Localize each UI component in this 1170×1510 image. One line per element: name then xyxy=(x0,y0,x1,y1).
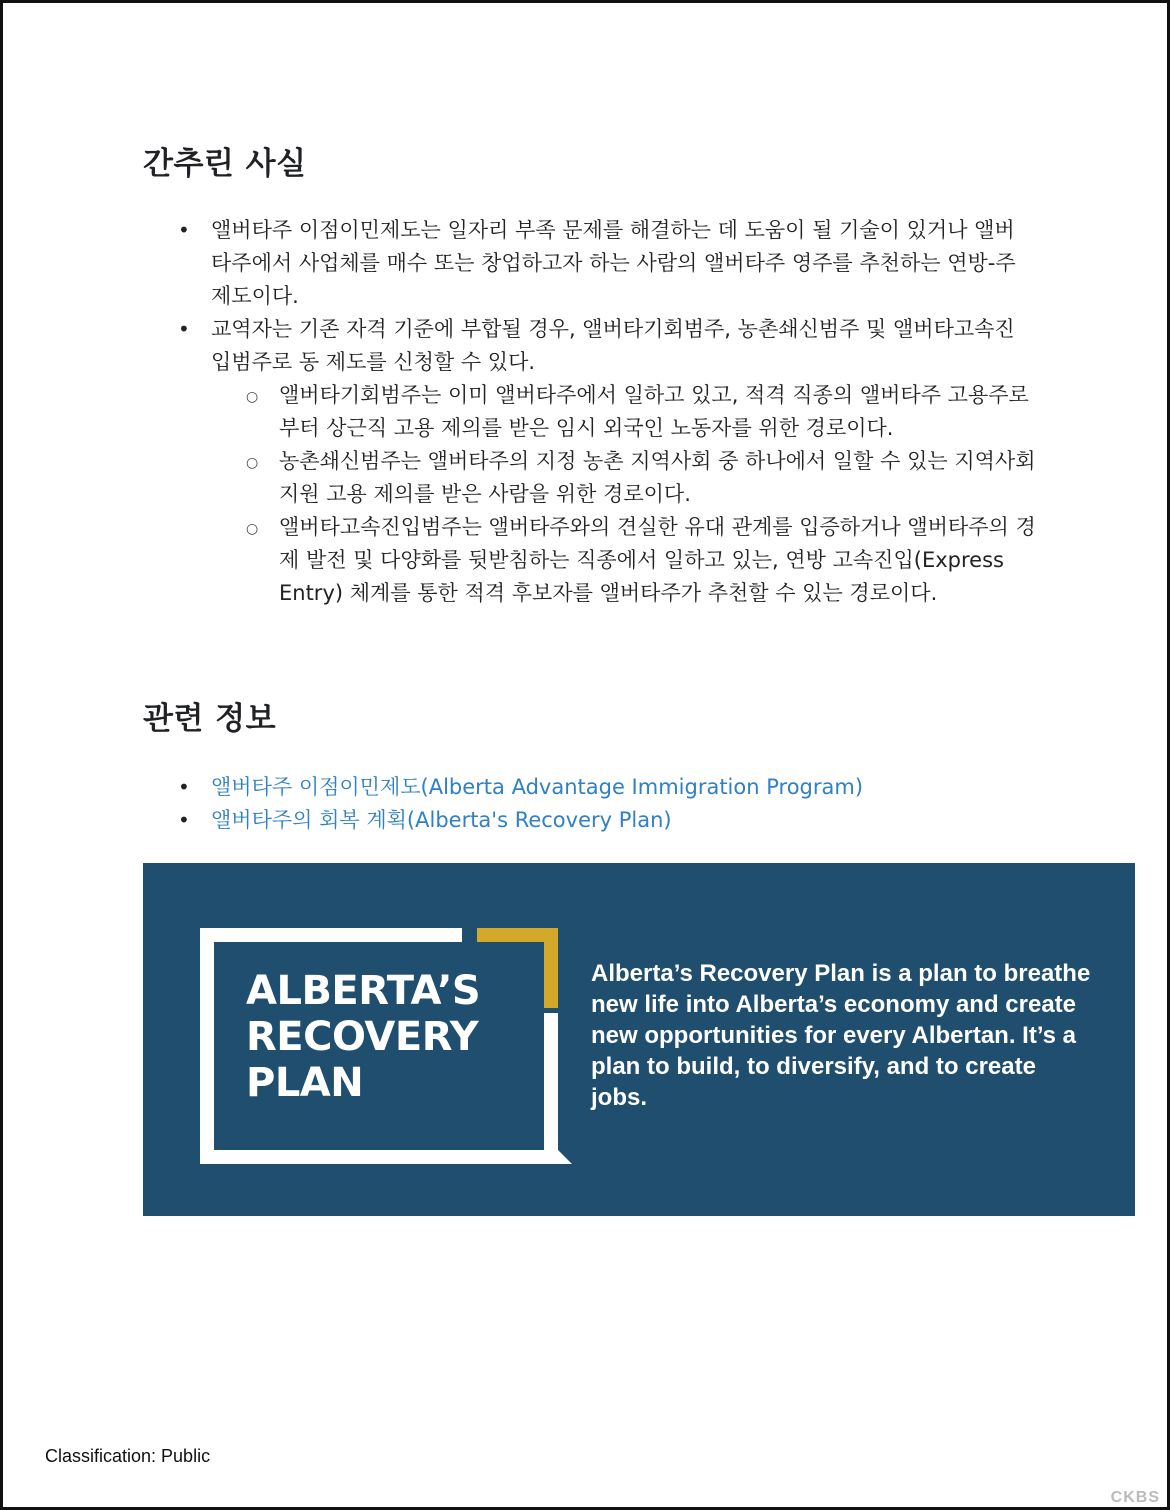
related-heading: 관련 정보 xyxy=(143,701,277,737)
logo-gold-accent-side xyxy=(544,928,558,1008)
list-item xyxy=(246,379,1039,445)
banner-description: Alberta’s Recovery Plan is a plan to breathe new life into Alberta’s economy and create new opportunities for every Albertan. It’s a plan to build, to diversify, and to create jobs. xyxy=(591,960,1091,1111)
logo-line: RECOVERY xyxy=(246,1014,479,1060)
facts-heading: 간추린 사실 xyxy=(143,146,307,182)
circle-bullet-icon: ○ xyxy=(246,521,259,537)
recovery-plan-banner xyxy=(143,863,1135,1216)
logo-line: PLAN xyxy=(246,1060,364,1106)
logo-frame-right xyxy=(544,1013,558,1150)
list-item xyxy=(178,313,1021,379)
related-links-list xyxy=(178,771,1031,837)
category-text: 앨버타고속진입범주는 앨버타주와의 견실한 유대 관계를 입증하거나 앨버타주의 경제 발전 및 다양화를 뒷받침하는 직종에서 일하고 있는, 연방 고속진입(Express Entry) 체계를 통한 적격 후보자를 앨버타주가 추천할 수 있는 경로이다. xyxy=(279,515,1036,605)
bullet-icon: • xyxy=(178,317,190,341)
list-item xyxy=(246,511,1039,610)
bullet-icon: • xyxy=(178,218,190,242)
category-text: 앨버타기회범주는 이미 앨버타주에서 일하고 있고, 적격 직종의 앨버타주 고용주로부터 상근직 고용 제의를 받은 임시 외국인 노동자를 위한 경로이다. xyxy=(279,383,1029,440)
aaip-link[interactable]: 앨버타주 이점이민제도(Alberta Advantage Immigration Program) xyxy=(211,775,864,799)
category-sublist xyxy=(246,379,1039,610)
facts-list xyxy=(178,214,1021,379)
logo-line: ALBERTA’S xyxy=(246,968,481,1014)
circle-bullet-icon: ○ xyxy=(246,389,259,405)
list-item xyxy=(178,804,1031,837)
list-item xyxy=(246,445,1039,511)
category-text: 농촌쇄신범주는 앨버타주의 지정 농촌 지역사회 중 하나에서 일할 수 있는 지역사회 지원 고용 제의를 받은 사람을 위한 경로이다. xyxy=(279,449,1036,506)
list-item xyxy=(178,214,1021,313)
circle-bullet-icon: ○ xyxy=(246,455,259,471)
fact-text: 교역자는 기존 자격 기준에 부합될 경우, 앨버타기회범주, 농촌쇄신범주 및 앨버타고속진입범주로 동 제도를 신청할 수 있다. xyxy=(211,317,1015,374)
bullet-icon: • xyxy=(178,775,190,799)
list-item xyxy=(178,771,1031,804)
fact-text: 앨버타주 이점이민제도는 일자리 부족 문제를 해결하는 데 도움이 될 기술이 있거나 앨버타주에서 사업체를 매수 또는 창업하고자 하는 사람의 앨버타주 영주를 추천하는 연방-주 제도이다. xyxy=(211,218,1016,308)
classification-label: Classification: Public xyxy=(45,1446,211,1466)
recovery-plan-logo xyxy=(246,968,536,1106)
recovery-plan-link[interactable]: 앨버타주의 회복 계획(Alberta's Recovery Plan) xyxy=(211,808,672,832)
watermark: CKBS xyxy=(1110,1489,1160,1506)
bullet-icon: • xyxy=(178,808,190,832)
